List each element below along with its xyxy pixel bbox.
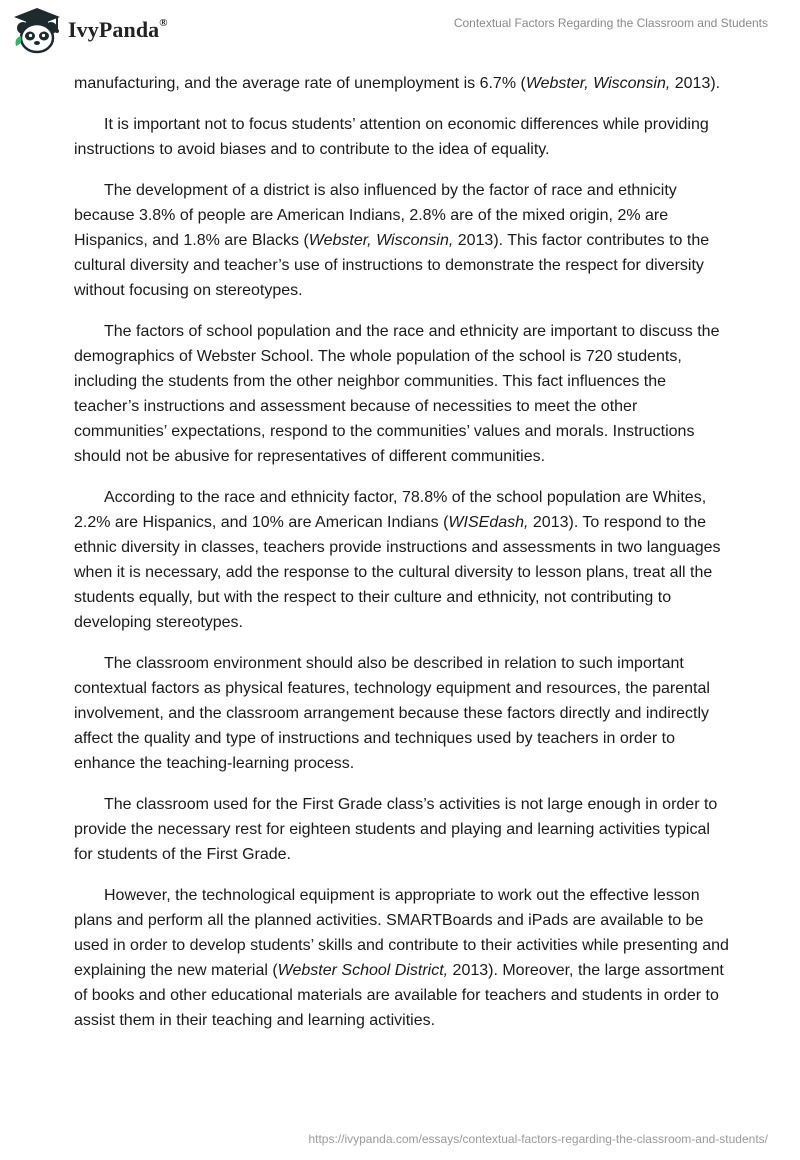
paragraph-text: The factors of school population and the race and ethnicity are important to discuss the demographics of Webster School. The whole population of the school is 720 students, including the students from the other neighbor communities. This fact influences the teacher’s instructions and assessment because of necessities to meet the other communities’ expectations, respond to the communities’ values and morals. Instructions should not be abusive for representatives of different communities. [74,323,720,465]
page-header [0,0,800,64]
ivypanda-logo[interactable] [12,6,168,54]
brand-name: IvyPanda® [68,16,168,42]
paragraph [74,178,730,303]
source-url[interactable]: https://ivypanda.com/essays/contextual-factors-regarding-the-classroom-and-students/ [308,1132,768,1146]
paragraph-text: According to the race and ethnicity factor, 78.8% of the school population are Whites, 2.2% are Hispanics, and 10% are American Indians ( [74,489,707,531]
paragraph-text: 2013). Moreover, the large assortment of books and other educational materials are available for teachers and students in order to assist them in their teaching and learning activities. [74,962,724,1029]
citation-source: WISEdash, [448,514,529,531]
paragraph [74,651,730,776]
panda-graduation-cap-icon [12,6,62,54]
paragraph [74,319,730,469]
citation-source: Webster, Wisconsin, [308,232,454,249]
paragraph-text: The classroom used for the First Grade class’s activities is not large enough in order to provide the necessary rest for eighteen students and playing and learning activities typical for students of the First Grade. [74,796,718,863]
paragraph [74,883,730,1033]
paragraph-text: 2013). [670,75,721,92]
paragraph-text: The classroom environment should also be described in relation to such important contextual factors as physical features, technology equipment and resources, the parental involvement, and the classroom arrangement because these factors directly and indirectly affect the quality and type of instructions and techniques used by teachers in order to enhance the teaching-learning process. [74,655,710,772]
paragraph [74,71,730,96]
document-title: Contextual Factors Regarding the Classroom and Students [453,16,768,30]
paragraph [74,485,730,635]
paragraph [74,112,730,162]
citation-source: Webster, Wisconsin, [525,75,671,92]
paragraph [74,792,730,867]
essay-body [74,71,730,1049]
paragraph-text: 2013). This factor contributes to the cultural diversity and teacher’s use of instructions to demonstrate the respect for diversity without focusing on stereotypes. [74,232,710,299]
paragraph-text: manufacturing, and the average rate of unemployment is 6.7% ( [74,75,526,92]
paragraph-text: The development of a district is also influenced by the factor of race and ethnicity because 3.8% of people are American Indians, 2.8% are of the mixed origin, 2% are Hispanics, and 1.8% are Blacks ( [74,182,677,249]
paragraph-text: 2013). To respond to the ethnic diversity in classes, teachers provide instructions and assessments in two languages when it is necessary, add the response to the cultural diversity to lesson plans, treat all the students equally, but with the respect to their culture and ethnicity, not contributing to developing stereotypes. [74,514,721,631]
citation-source: Webster School District, [277,962,449,979]
paragraph-text: However, the technological equipment is appropriate to work out the effective lesson plans and perform all the planned activities. SMARTBoards and iPads are available to be used in order to develop students’ skills and contribute to their activities while presenting and explaining the new material ( [74,887,729,979]
paragraph-text: It is important not to focus students’ attention on economic differences while providing instructions to avoid biases and to contribute to the idea of equality. [74,116,709,158]
